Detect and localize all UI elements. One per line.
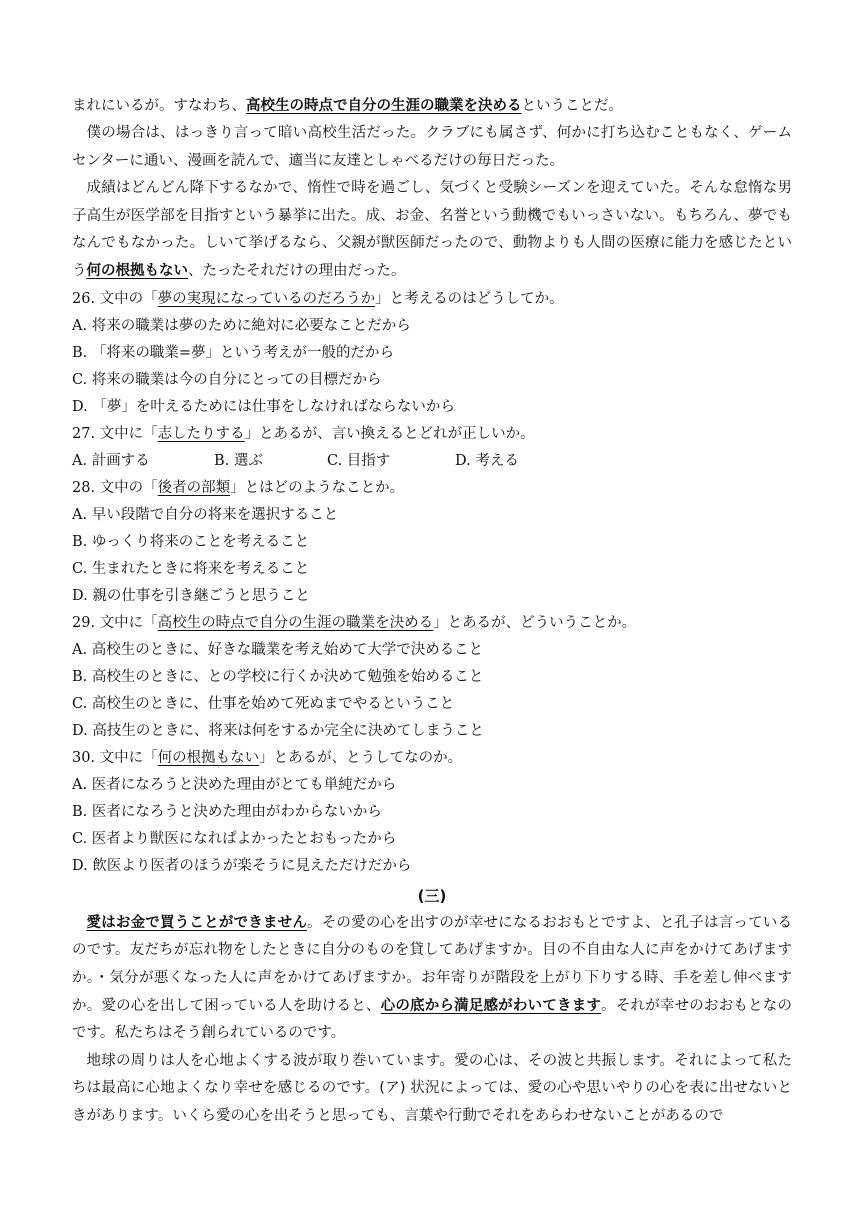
passage-paragraph-1 [72, 92, 792, 120]
quoted-phrase: 後者の部類 [157, 479, 231, 496]
text-span: 。その愛の心を出すのが幸せになるおおもとですよ、と孔子は言っているのです。友だちが忘れ物をしたときに自分のものを貸してあげますか。目の不自由な人に声をかけてあげますか。・気分が悪くなった人に声をかけてあげますか。お年寄りが階段を上がり下りする時、手を差し伸べますか。愛の心を出して困っている人を助けると、 [72, 914, 792, 1014]
text-span: 」とあるが、どういうことか。 [433, 614, 637, 631]
question-stem [72, 286, 792, 313]
answer-option[interactable]: A. 将来の職業は夢のために絶対に必要なことだから [72, 317, 411, 334]
text-span: 30. 文中に「 [72, 749, 158, 766]
answer-option[interactable]: C. 目指す [327, 452, 391, 469]
question-26 [72, 286, 792, 421]
answer-options-row [72, 448, 792, 475]
emphasized-phrase: 高校生の時点で自分の生涯の職業を決める [246, 97, 522, 114]
question-27 [72, 421, 792, 475]
answer-option[interactable]: B. 選ぶ [214, 452, 263, 469]
question-stem [72, 475, 792, 502]
text-span: 成績はどんどん降下するなかで、惰性で時を過ごし、気づくと受験シーズンを迎えていた。そんな怠惰な男子高生が医学部を目指すという暴挙に出た。成、お金、名誉という動機でもいっさいない。もちろん、夢でもなんでもなかった。しいて挙げるなら、父親が獣医師だったので、動物よりも人間の医療に能力を感じたという [72, 180, 792, 280]
text-span: 26. 文中の「 [72, 290, 158, 307]
text-span: 28. 文中の「 [72, 479, 158, 496]
text-span: 、たったそれだけの理由だった。 [188, 263, 406, 280]
text-span: 29. 文中に「 [72, 614, 158, 631]
passage-paragraph-2: 僕の場合は、はっきり言って暗い高校生活だった。クラブにも属さず、何かに打ち込むこともなく、ゲームセンターに通い、漫画を読んで、適当に友達としゃべるだけの毎日だった。 [72, 125, 792, 169]
emphasized-phrase: 愛はお金で買うことができません [86, 914, 308, 931]
question-stem [72, 745, 792, 772]
quoted-phrase: 高校生の時点で自分の生涯の職業を決める [157, 614, 434, 631]
answer-option[interactable]: B. 医者になろうと決めた理由がわからないから [72, 803, 382, 820]
passage-paragraph-5: 地球の周りは人を心地よくする波が取り巻いています。愛の心は、その波と共振します。それによって私たちは最高に心地よくなり幸せを感じるのです。(ア) 状況によっては、愛の心や思いやりの心を表に出せないときがあります。いくら愛の心を出そうと思っても、言葉や行動でそれをあらわせないことがあるので [72, 1052, 792, 1124]
text-span: まれにいるが。すなわち、 [72, 98, 246, 114]
answer-option[interactable]: D. 「夢」を叶えるためには仕事をしなければならないから [72, 398, 455, 415]
document-page [72, 92, 792, 1131]
quoted-phrase: 何の根拠もない [157, 749, 260, 766]
text-span: 」とあるが、とうしてなのか。 [259, 749, 463, 766]
answer-option[interactable]: A. 医者になろうと決めた理由がとても単純だから [72, 776, 397, 793]
text-span: 」とあるが、言い換えるとどれが正しいか。 [244, 425, 535, 442]
answer-option[interactable]: D. 高技生のときに、将来は何をするか完全に決めてしまうこと [72, 722, 484, 739]
text-span: 。それが幸せのおおもとなのです。私たちはそう創られているのです。 [72, 997, 792, 1042]
answer-option[interactable]: D. 親の仕事を引き継ごうと思うこと [72, 587, 310, 604]
answer-option[interactable]: B. 高校生のときに、との学校に行くか決めて勉強を始めること [72, 668, 484, 685]
text-span: 」と考えるのはどうしてか。 [375, 290, 564, 307]
text-span: ということだ。 [521, 98, 623, 114]
emphasized-phrase: 心の底から満足感がわいてきます [380, 997, 602, 1014]
passage-paragraph-4 [72, 910, 792, 1048]
emphasized-phrase: 何の根拠もない [86, 262, 188, 280]
answer-option[interactable]: C. 将来の職業は今の自分にとっての目標だから [72, 371, 382, 388]
answer-option[interactable]: C. 生まれたときに将来を考えること [72, 560, 310, 577]
answer-option[interactable]: B. ゆっくり将来のことを考えること [72, 533, 310, 550]
answer-option[interactable]: A. 高校生のときに、好きな職業を考え始めて大学で決めること [72, 641, 484, 658]
answer-option[interactable]: D. 飲医より医者のほうが楽そうに見えただけだから [72, 857, 412, 874]
question-stem [72, 610, 792, 637]
text-span: 」とはどのようなことか。 [230, 479, 405, 496]
answer-option[interactable]: A. 早い段階で自分の将来を選択すること [72, 506, 339, 523]
question-28 [72, 475, 792, 610]
question-29 [72, 610, 792, 745]
answer-option[interactable]: C. 医者より獣医になれぱよかったとおもったから [72, 830, 397, 847]
quoted-phrase: 志したりする [157, 425, 245, 442]
answer-option[interactable]: D. 考える [455, 452, 519, 469]
section-heading: (三) [417, 886, 447, 905]
quoted-phrase: 夢の実現になっているのだろうか [157, 290, 376, 307]
answer-option[interactable]: B. 「将来の職業=夢」という考えが一般的だから [72, 344, 395, 361]
passage-paragraph-3 [72, 175, 792, 286]
answer-option[interactable]: C. 高校生のときに、仕事を始めて死ぬまでやるということ [72, 695, 455, 712]
answer-option[interactable]: A. 計画する [72, 452, 150, 469]
question-30 [72, 745, 792, 880]
question-stem [72, 421, 792, 448]
text-span: 27. 文中に「 [72, 425, 158, 442]
